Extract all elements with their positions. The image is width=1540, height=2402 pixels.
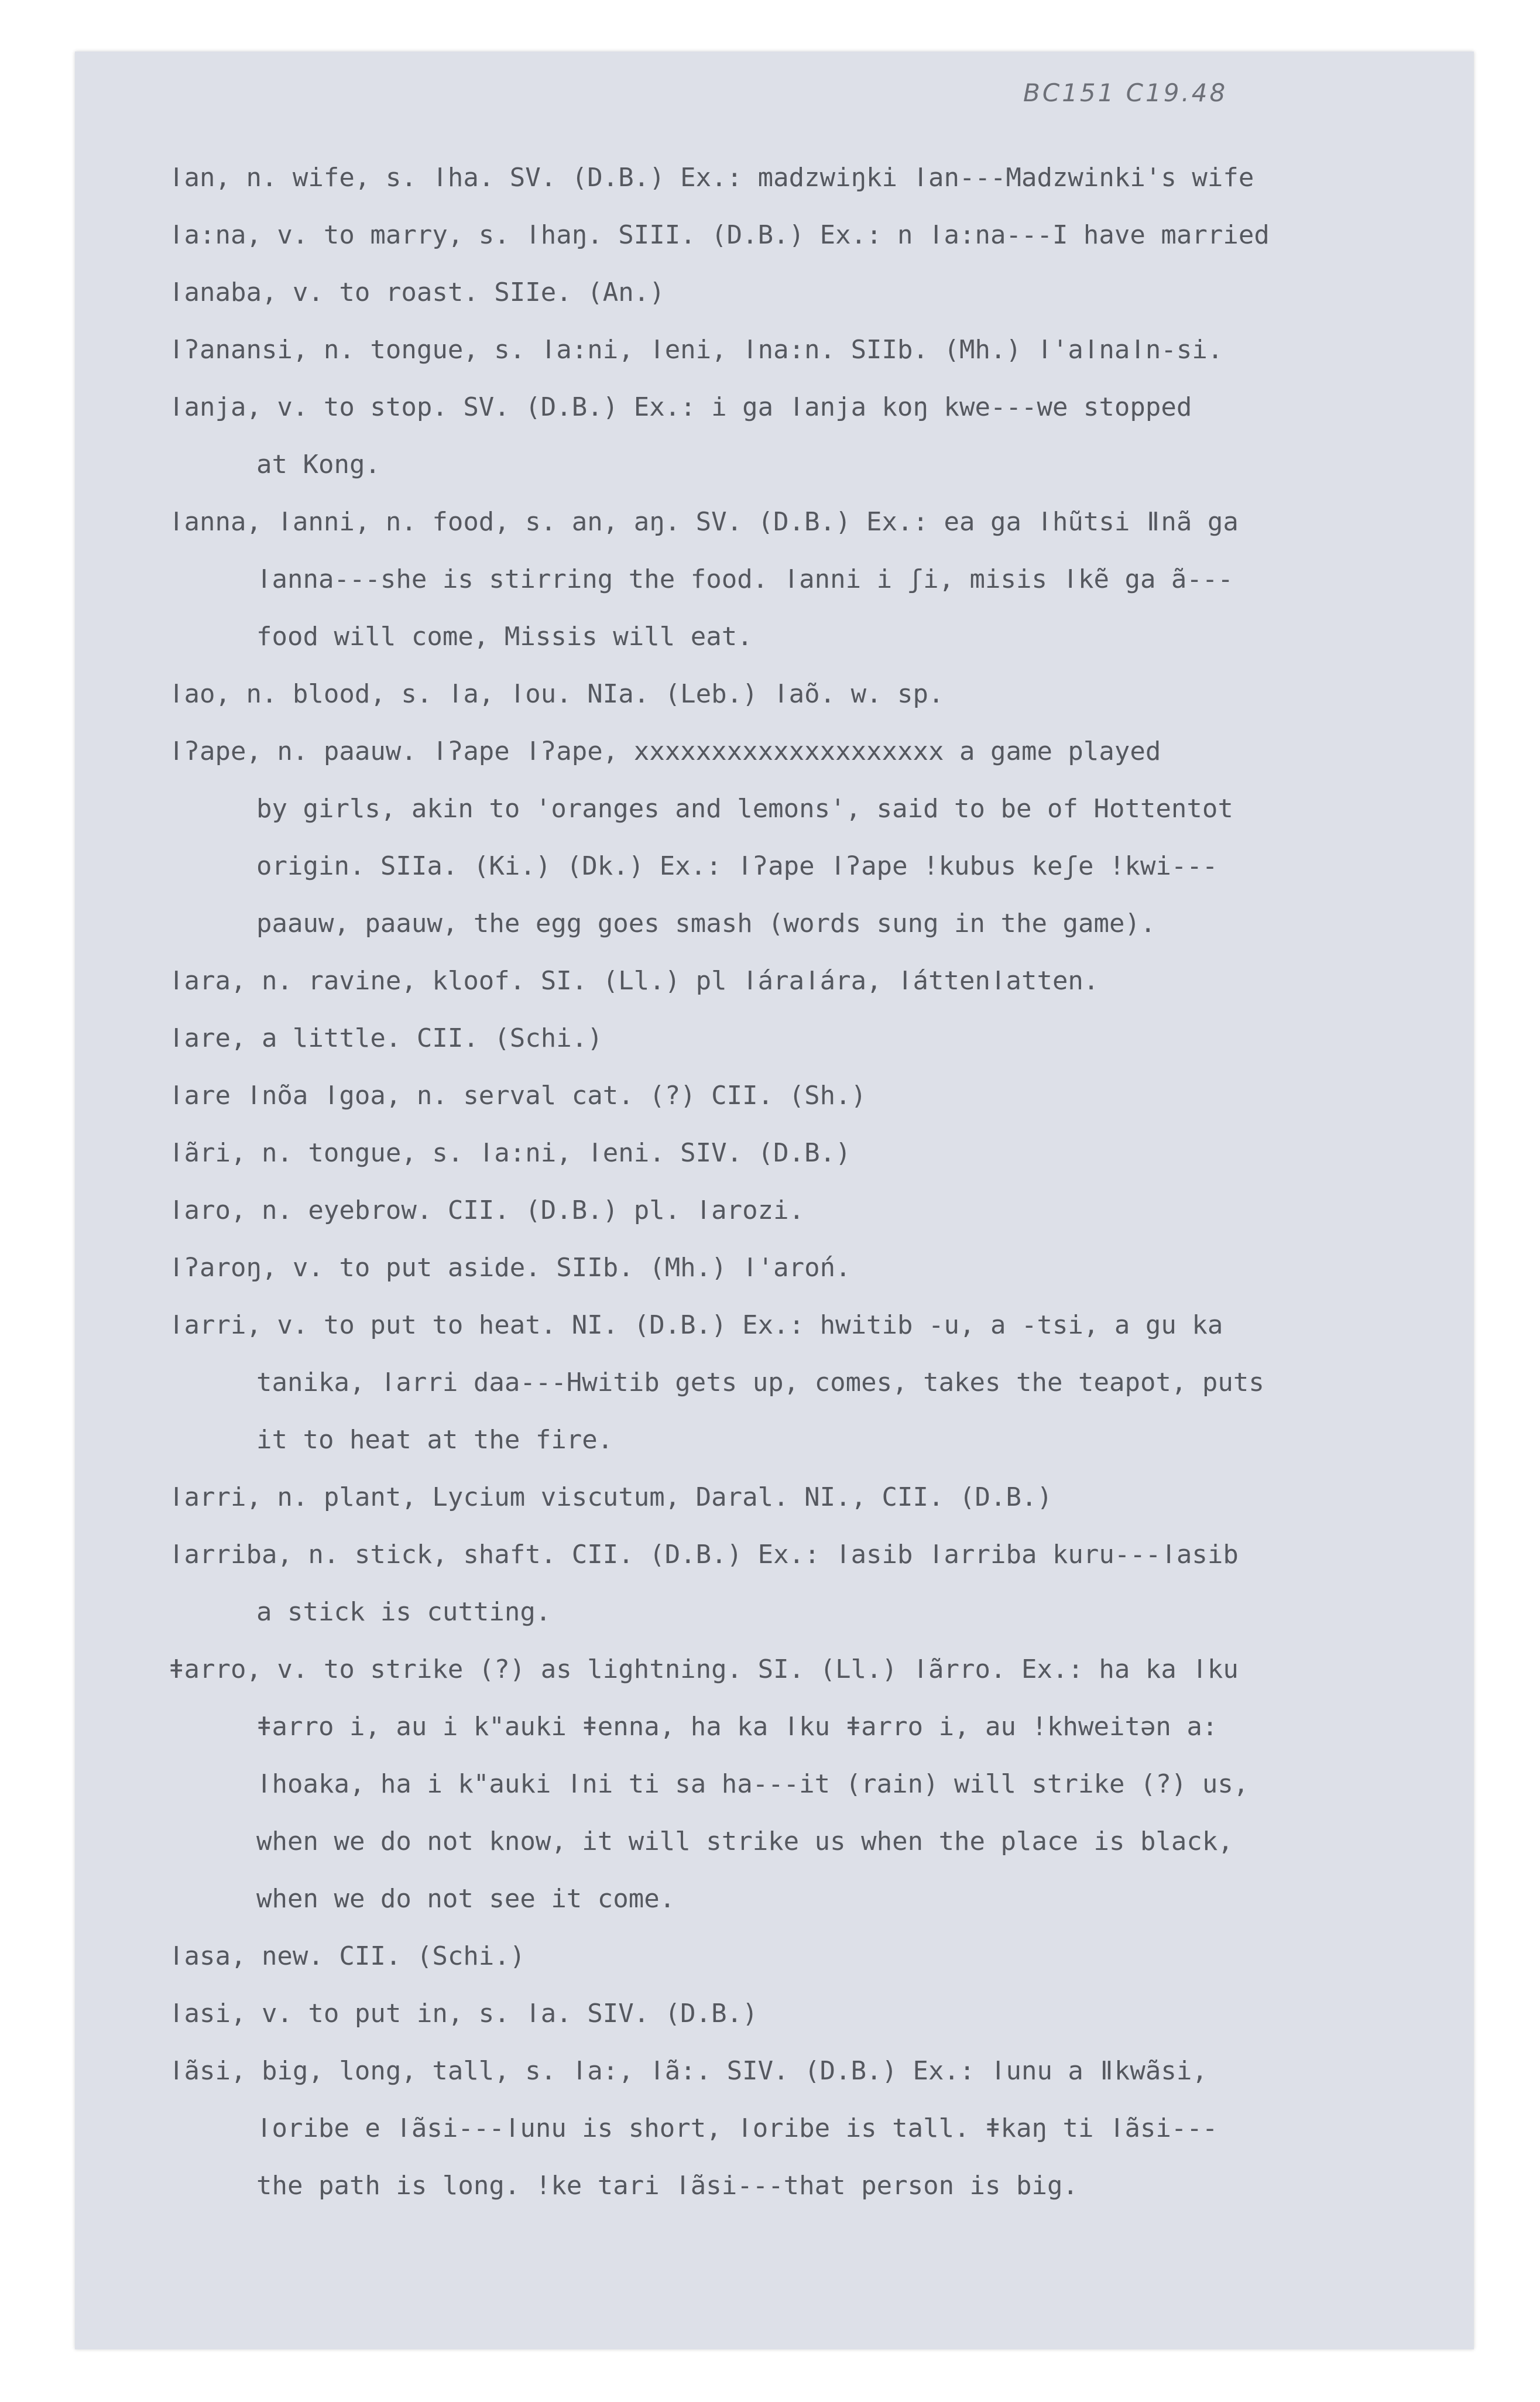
dictionary-entry-line: ǀan, n. wife, s. ǀha. SV. (D.B.) Ex.: madzwiŋki ǀan---Madzwinki's wife: [169, 163, 1254, 193]
dictionary-entry-line: the path is long. ǃke tari ǀãsi---that person is big.: [256, 2171, 1078, 2201]
dictionary-entry-line: ǀʔanansi, n. tongue, s. ǀa:ni, ǀeni, ǀna:n. SIIb. (Mh.) ǀ'aǀnaǀn-si.: [169, 335, 1223, 365]
dictionary-entry-line: ǀasi, v. to put in, s. ǀa. SIV. (D.B.): [169, 1999, 758, 2028]
dictionary-entry-line: ǀãri, n. tongue, s. ǀa:ni, ǀeni. SIV. (D.B.): [169, 1138, 851, 1168]
typed-page: [75, 52, 1474, 2349]
dictionary-entry-line: ǀare, a little. CII. (Schi.): [169, 1023, 603, 1053]
dictionary-entry-line: paauw, paauw, the egg goes smash (words sung in the game).: [256, 909, 1156, 938]
dictionary-entry-line: tanika, ǀarri daa---Hwitib gets up, comes, takes the teapot, puts: [256, 1368, 1264, 1397]
dictionary-entry-line: ǀanna---she is stirring the food. ǀanni i ʃi, misis ǀkẽ ga ã---: [256, 564, 1233, 594]
dictionary-entry-line: ǀʔape, n. paauw. ǀʔape ǀʔape, xxxxxxxxxxxxxxxxxxxx a game played: [169, 736, 1161, 766]
dictionary-entry-line: when we do not know, it will strike us when the place is black,: [256, 1827, 1233, 1856]
dictionary-entry-line: at Kong.: [256, 450, 380, 479]
dictionary-entry-line: when we do not see it come.: [256, 1884, 675, 1914]
dictionary-entry-line: ǂarro, v. to strike (?) as lightning. SI. (Ll.) ǀãrro. Ex.: ha ka ǀku: [169, 1654, 1239, 1684]
dictionary-entry-line: ǀʔaroŋ, v. to put aside. SIIb. (Mh.) ǀ'aroń.: [169, 1253, 851, 1283]
dictionary-entry-line: ǀanja, v. to stop. SV. (D.B.) Ex.: i ga ǀanja koŋ kwe---we stopped: [169, 392, 1192, 422]
dictionary-entry-line: ǀasa, new. CII. (Schi.): [169, 1941, 526, 1971]
dictionary-entry-line: ǂarro i, au i k"auki ǂenna, ha ka ǀku ǂarro i, au ǃkhweitən a:: [256, 1712, 1218, 1742]
dictionary-entry-line: ǀarri, n. plant, Lycium viscutum, Daral. NI., CII. (D.B.): [169, 1482, 1052, 1512]
dictionary-entry-line: a stick is cutting.: [256, 1597, 551, 1627]
dictionary-entry-line: ǀarriba, n. stick, shaft. CII. (D.B.) Ex.: ǀasib ǀarriba kuru---ǀasib: [169, 1540, 1239, 1570]
dictionary-entry-line: ǀare ǀnõa ǀgoa, n. serval cat. (?) CII. (Sh.): [169, 1081, 867, 1111]
dictionary-entry-line: by girls, akin to 'oranges and lemons', said to be of Hottentot: [256, 794, 1233, 824]
dictionary-entry-line: ǀoribe e ǀãsi---ǀunu is short, ǀoribe is tall. ǂkaŋ ti ǀãsi---: [256, 2113, 1218, 2143]
dictionary-entry-line: origin. SIIa. (Ki.) (Dk.) Ex.: ǀʔape ǀʔape ǃkubus keʃe ǃkwi---: [256, 851, 1218, 881]
dictionary-entry-line: ǀao, n. blood, s. ǀa, ǀou. NIa. (Leb.) ǀaõ. w. sp.: [169, 679, 944, 709]
dictionary-entry-line: ǀarri, v. to put to heat. NI. (D.B.) Ex.: hwitib -u, a -tsi, a gu ka: [169, 1310, 1223, 1340]
dictionary-entry-line: ǀanna, ǀanni, n. food, s. an, aŋ. SV. (D.B.) Ex.: ea ga ǀhũtsi ǁnã ga: [169, 507, 1239, 537]
dictionary-entry-line: ǀara, n. ravine, kloof. SI. (Ll.) pl ǀáraǀára, ǀáttenǀatten.: [169, 966, 1099, 996]
dictionary-entry-line: ǀa:na, v. to marry, s. ǀhaŋ. SIII. (D.B.) Ex.: n ǀa:na---I have married: [169, 220, 1270, 250]
dictionary-entry-line: ǀaro, n. eyebrow. CII. (D.B.) pl. ǀarozi.: [169, 1195, 805, 1225]
dictionary-entry-line: it to heat at the fire.: [256, 1425, 613, 1455]
dictionary-entry-line: ǀhoaka, ha i k"auki ǀni ti sa ha---it (rain) will strike (?) us,: [256, 1769, 1249, 1799]
dictionary-entry-line: ǀãsi, big, long, tall, s. ǀa:, ǀã:. SIV. (D.B.) Ex.: ǀunu a ǁkwãsi,: [169, 2056, 1208, 2086]
dictionary-entry-line: food will come, Missis will eat.: [256, 622, 753, 652]
dictionary-entry-line: ǀanaba, v. to roast. SIIe. (An.): [169, 277, 665, 307]
archive-reference: BC151 C19.48: [1023, 78, 1228, 107]
